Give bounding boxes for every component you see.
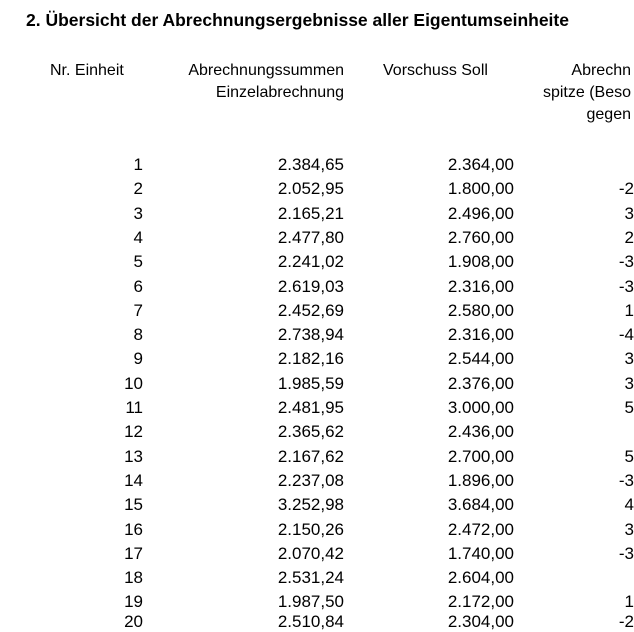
cell-nr: 6 (133, 276, 143, 296)
table-row (0, 519, 634, 544)
cell-abrechnungsspitze: -4 (618, 325, 634, 345)
column-header-nr-einheit: Nr. Einheit (50, 62, 124, 79)
cell-abrechnungsspitze: 3 (624, 349, 634, 369)
table-row (0, 373, 634, 398)
cell-abrechnungsspitze: 3 (624, 373, 634, 393)
cell-summe: 2.241,02 (277, 252, 344, 272)
cell-summe: 2.481,95 (277, 398, 344, 417)
cell-summe: 2.150,26 (277, 519, 344, 539)
cell-summe: 2.477,80 (277, 227, 344, 247)
cell-abrechnungsspitze: 1 (624, 592, 634, 612)
cell-nr: 20 (124, 612, 143, 631)
table-row (0, 495, 634, 519)
cell-abrechnungsspitze: -3 (618, 252, 634, 272)
cell-vorschuss: 2.316,00 (447, 325, 514, 345)
cell-nr: 9 (133, 349, 143, 369)
cell-summe: 2.510,84 (277, 612, 344, 631)
cell-summe: 2.237,08 (277, 470, 344, 490)
table-row (0, 398, 634, 422)
cell-abrechnungsspitze: -3 (618, 470, 634, 490)
cell-nr: 13 (124, 446, 143, 466)
cell-vorschuss: 3.000,00 (447, 398, 514, 417)
table-row (0, 227, 634, 252)
cell-abrechnungsspitze: -2 (618, 612, 634, 631)
cell-summe: 1.985,59 (277, 373, 344, 393)
cell-vorschuss: 1.740,00 (447, 543, 514, 563)
cell-abrechnungsspitze: 3 (624, 519, 634, 539)
table-row (0, 300, 634, 325)
cell-nr: 12 (124, 422, 143, 442)
cell-summe: 2.052,95 (277, 179, 344, 199)
cell-summe: 2.167,62 (277, 446, 344, 466)
column-header-abrechnungssummen (152, 60, 344, 104)
table-row (0, 276, 634, 301)
column-header-abrechnungsspitze (521, 60, 631, 126)
cell-nr: 14 (124, 470, 143, 490)
cell-nr: 15 (124, 495, 143, 515)
cell-vorschuss: 1.908,00 (447, 252, 514, 272)
cell-summe: 2.165,21 (277, 203, 344, 223)
column-header-line: gegen (586, 106, 631, 123)
cell-abrechnungsspitze: 1 (624, 300, 634, 320)
cell-summe: 2.738,94 (277, 325, 344, 345)
column-header-line: spitze (Beso (542, 84, 631, 101)
cell-abrechnungsspitze: -3 (618, 276, 634, 296)
cell-nr: 4 (133, 227, 143, 247)
table-row (0, 612, 634, 631)
cell-vorschuss: 3.684,00 (447, 495, 514, 515)
table-row (0, 155, 627, 179)
cell-abrechnungsspitze: 4 (624, 495, 634, 515)
cell-abrechnungsspitze: 2 (624, 227, 634, 247)
cell-summe: 2.365,62 (277, 422, 344, 442)
cell-vorschuss: 2.172,00 (447, 592, 514, 612)
cell-vorschuss: 2.304,00 (447, 612, 514, 631)
table-row (0, 568, 627, 592)
cell-nr: 3 (133, 203, 143, 223)
table-row (0, 203, 634, 228)
cell-nr: 19 (124, 592, 143, 612)
cell-vorschuss: 2.700,00 (447, 446, 514, 466)
table-row (0, 349, 634, 373)
cell-summe: 2.531,24 (277, 568, 344, 588)
column-header-line: Einzelabrechnung (215, 84, 344, 101)
cell-abrechnungsspitze: -2 (618, 179, 634, 199)
cell-nr: 17 (124, 543, 143, 563)
cell-nr: 11 (125, 398, 143, 417)
cell-vorschuss: 2.760,00 (447, 227, 514, 247)
cell-abrechnungsspitze: 5 (624, 446, 634, 466)
column-header-line: Abrechnungssummen (188, 62, 344, 79)
cell-nr: 10 (124, 373, 143, 393)
table-row (0, 179, 634, 203)
cell-nr: 16 (124, 519, 143, 539)
column-header-line: Abrechn (571, 62, 631, 79)
cell-vorschuss: 2.496,00 (447, 203, 514, 223)
cell-nr: 7 (133, 300, 143, 320)
table-row (0, 325, 634, 349)
cell-summe: 2.384,65 (277, 155, 344, 174)
cell-nr: 8 (133, 325, 143, 345)
cell-summe: 1.987,50 (277, 592, 344, 612)
cell-summe: 2.619,03 (277, 276, 344, 296)
cell-summe: 2.182,16 (277, 349, 344, 369)
cell-vorschuss: 2.472,00 (447, 519, 514, 539)
cell-summe: 3.252,98 (277, 495, 344, 515)
cell-summe: 2.452,69 (277, 300, 344, 320)
cell-nr: 5 (133, 252, 143, 272)
cell-vorschuss: 2.376,00 (447, 373, 514, 393)
cell-vorschuss: 2.544,00 (447, 349, 514, 369)
cell-vorschuss: 2.436,00 (447, 422, 514, 442)
cell-abrechnungsspitze: 3 (624, 203, 634, 223)
cell-vorschuss: 1.800,00 (447, 179, 514, 199)
cell-vorschuss: 2.364,00 (447, 155, 514, 174)
table-row (0, 252, 634, 276)
cell-vorschuss: 2.316,00 (447, 276, 514, 296)
cell-nr: 18 (124, 568, 143, 588)
cell-vorschuss: 2.580,00 (447, 300, 514, 320)
table-row (0, 422, 627, 446)
column-header-vorschuss-soll: Vorschuss Soll (383, 62, 488, 79)
table-row (0, 470, 634, 495)
table-row (0, 446, 634, 471)
table-row (0, 543, 634, 568)
cell-abrechnungsspitze: -3 (618, 543, 634, 563)
cell-nr: 2 (133, 179, 143, 199)
cell-vorschuss: 1.896,00 (447, 470, 514, 490)
cell-vorschuss: 2.604,00 (447, 568, 514, 588)
cell-abrechnungsspitze: 5 (624, 398, 634, 417)
cell-summe: 2.070,42 (277, 543, 344, 563)
cell-nr: 1 (133, 155, 143, 174)
page-title: 2. Übersicht der Abrechnungsergebnisse aller Eigentumseinheite (26, 10, 569, 30)
